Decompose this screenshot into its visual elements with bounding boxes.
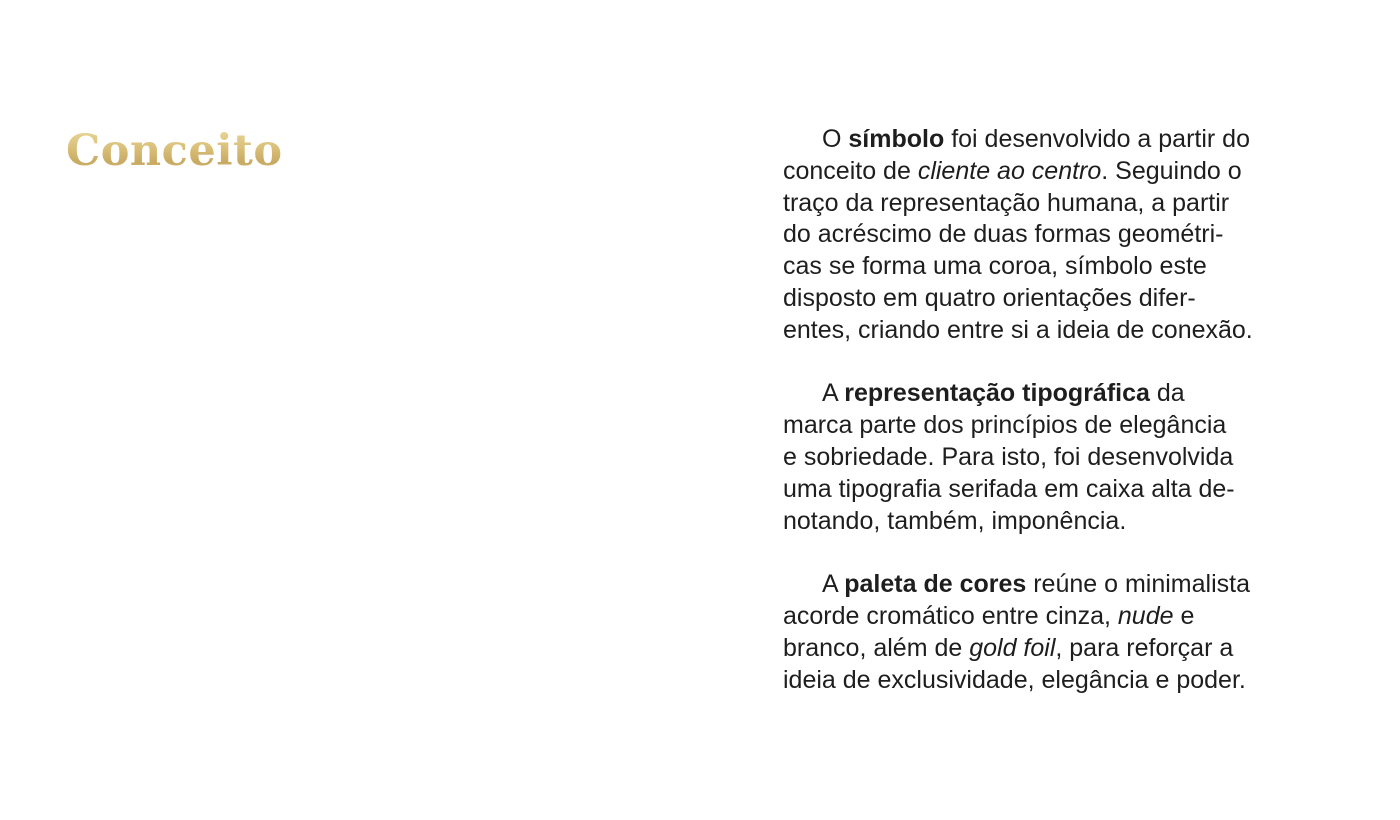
text-segment: A (822, 379, 845, 408)
text-line (783, 156, 1335, 188)
text-segment: uma tipografia serifada em caixa alta de- (783, 474, 1235, 503)
text-line (783, 315, 1335, 347)
text-segment: conceito de (783, 156, 918, 185)
text-segment: e (1173, 601, 1195, 630)
italic-text: nude (1117, 601, 1174, 630)
text-segment: marca parte dos princípios de elegância (783, 411, 1227, 440)
text-line (783, 378, 1335, 410)
bold-text: símbolo (848, 125, 945, 153)
text-line (783, 633, 1335, 665)
text-segment: . Seguindo o (1101, 156, 1242, 185)
text-segment: e sobriedade. Para isto, foi desenvolvida (783, 442, 1234, 471)
text-segment: do acréscimo de duas formas geométri- (783, 220, 1224, 249)
paragraph-color-palette (783, 569, 1335, 696)
concept-description (783, 124, 1335, 696)
text-segment: ideia de exclusividade, elegância e poder. (783, 665, 1246, 694)
text-segment: reúne o minimalista (1026, 570, 1250, 599)
italic-text: cliente ao centro (917, 156, 1102, 185)
text-line (783, 569, 1335, 601)
text-segment: notando, também, imponência. (783, 506, 1127, 535)
text-line (783, 283, 1335, 315)
text-segment: A (822, 570, 845, 599)
text-line (783, 219, 1335, 251)
text-line (783, 506, 1335, 538)
text-line (783, 442, 1335, 474)
text-line (783, 251, 1335, 283)
italic-text: gold foil (969, 633, 1056, 662)
text-segment: traço da representação humana, a partir (783, 188, 1230, 217)
text-segment: acorde cromático entre cinza, (783, 601, 1118, 630)
bold-text: paleta de cores (844, 570, 1027, 599)
page-title: Conceito (66, 122, 283, 180)
text-segment: entes, criando entre si a ideia de conexão. (783, 315, 1253, 344)
text-line (783, 601, 1335, 633)
text-segment: foi desenvolvido a partir do (944, 125, 1250, 153)
text-line (783, 410, 1335, 442)
bold-text: representação tipográfica (844, 379, 1150, 408)
paragraph-typography (783, 378, 1335, 537)
text-segment: da (1149, 379, 1185, 408)
text-line (783, 665, 1335, 697)
text-segment: branco, além de (783, 633, 970, 662)
paragraph-symbol (783, 124, 1335, 347)
text-line (783, 188, 1335, 220)
text-segment: , para reforçar a (1055, 633, 1234, 662)
text-segment: O (822, 125, 849, 153)
text-segment: disposto em quatro orientações difer- (783, 283, 1196, 312)
text-segment: cas se forma uma coroa, símbolo este (783, 252, 1207, 281)
text-line (783, 474, 1335, 506)
text-line (783, 124, 1335, 156)
